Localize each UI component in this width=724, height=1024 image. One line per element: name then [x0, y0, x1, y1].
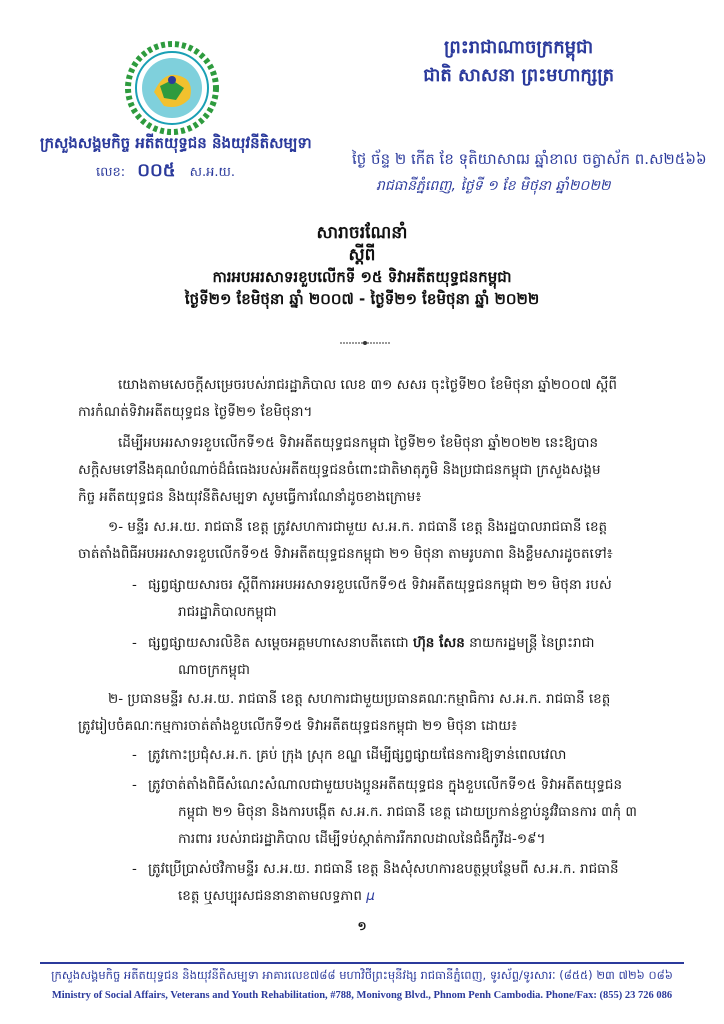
bullet-dash: - — [132, 635, 137, 651]
paragraph-purpose-cont: សក្តិសមទៅនឹងគុណបំណាច់ដ៏ធំធេងរបស់អតីតយុទ្ធជនចំពោះជាតិមាតុភូមិ និងប្រជាជនកម្ពុជា ក្រសួងសង្គម — [78, 462, 601, 478]
ministry-logo — [120, 40, 224, 140]
bullet-text: ត្រូវកោះប្រជុំស.អ.ក. គ្រប់ ក្រុង ស្រុក ខណ្ឌ ដើម្បីផ្សព្វផ្សាយផែនការឱ្យទាន់ពេលវេលា — [148, 747, 567, 763]
letter-label: លេខ: — [96, 165, 126, 180]
bullet-text: ត្រូវចាត់តាំងពិធីសំណេះសំណាលជាមួយបងប្អូនអតីតយុទ្ធជន ក្នុងខួបលើកទី១៥ ទិវាអតីតយុទ្ធជន — [148, 777, 623, 793]
kingdom-name: ព្រះរាជាណាចក្រកម្ពុជា — [444, 37, 594, 58]
bullet-item — [132, 772, 678, 799]
title-subject-label: ស្តីពី — [348, 245, 376, 265]
bullet-item — [132, 572, 678, 599]
title-dates: ថ្ងៃទី២១ ខែមិថុនា ឆ្នាំ ២០០៧ - ថ្ងៃទី២១ ខែមិថុនា ឆ្នាំ ២០២២ — [184, 290, 540, 308]
bullet-dash: - — [132, 747, 137, 763]
footer-khmer: ក្រសួងសង្គមកិច្ច អតីតយុទ្ធជន និងយុវនីតិសម្បទា អាគារលេខ៧៨៨ មហាវិថីព្រះមុនីវង្ស រាជធានីភ្នំពេញ, ទូរស័ព្ទ/ទូរសារៈ (៨៥៥) ២៣ ៧២៦ ០៨៦ — [51, 968, 673, 982]
paragraph-reference-cont: ការកំណត់ទិវាអតីតយុទ្ធជន ថ្ងៃទី២១ ខែមិថុនា។ — [78, 404, 313, 420]
bullet-item — [132, 856, 678, 883]
bullet-item — [132, 742, 678, 769]
date-lunar: ថ្ងៃ ច័ន្ទ ២ កើត ខែ ទុតិយាសាឍ ឆ្នាំខាល ចត្វាស័ក ព.ស២៥៦៦ — [352, 150, 707, 168]
title-divider — [340, 340, 390, 346]
bullet-dash: - — [132, 861, 137, 877]
paragraph-reference: យោងតាមសេចក្តីសម្រេចរបស់រាជរដ្ឋាភិបាល លេខ ៣១ សសរ ចុះថ្ងៃទី២០ ខែមិថុនា ឆ្នាំ២០០៧ ស្តីពី — [118, 377, 617, 393]
bullet-text: ត្រូវប្រើប្រាស់ថវិកាមន្ទីរ ស.អ.យ. រាជធានី ខេត្ត និងសុំសហការឧបត្ថម្ភបន្ថែមពី ស.អ.ក. រាជធានី — [148, 861, 619, 877]
ministry-name: ក្រសួងសង្គមកិច្ច អតីតយុទ្ធជន និងយុវនីតិសម្បទា — [40, 134, 312, 152]
letter-number-value: ០០៥ — [137, 160, 176, 181]
title-subject: ការអបអរសាទរខួបលើកទី ១៥ ទិវាអតីតយុទ្ធជនកម្ពុជា — [212, 268, 512, 286]
letter-suffix: ស.អ.យ. — [189, 165, 236, 180]
instruction-2: ២- ប្រធានមន្ទីរ ស.អ.យ. រាជធានី ខេត្ត សហការជាមួយប្រធានគណៈកម្មាធិការ ស.អ.ក. រាជធានី ខេត្ត — [108, 691, 611, 707]
pm-name: ហ៊ុន សែន — [412, 635, 465, 651]
footer-english: Ministry of Social Affairs, Veterans and Youth Rehabilitation, #788, Monivong Blvd., Phnom Penh Cambodia. Phone/Fax: (855) 23 726 086 — [51, 990, 673, 1001]
letter-number — [96, 158, 235, 185]
bullet-text-tail: នាយករដ្ឋមន្ត្រី នៃព្រះរាជា — [469, 635, 595, 651]
bullet-item — [132, 630, 678, 657]
national-motto: ជាតិ សាសនា ព្រះមហាក្សត្រ — [423, 65, 614, 86]
page-number: ១ — [357, 919, 367, 933]
footer-divider — [40, 962, 684, 964]
kingdom-motto — [423, 34, 614, 90]
doc-type-title: សារាចរណែនាំ — [316, 223, 408, 243]
bullet-item-cont — [178, 883, 678, 910]
bullet-dash: - — [132, 777, 137, 793]
paragraph-purpose-cont2: កិច្ច អតីតយុទ្ធជន និងយុវនីតិសម្បទា សូមធ្វើការណែនាំដូចខាងក្រោម៖ — [78, 489, 422, 505]
bullet-dash: - — [132, 577, 137, 593]
bullet-item-cont: កម្ពុជា ២១ មិថុនា និងការបង្កើត ស.អ.ក. រាជធានី ខេត្ត ដោយប្រកាន់ខ្ជាប់នូវវិធានការ ៣កុំ ៣ — [178, 804, 637, 820]
bullet-item-cont: រាជរដ្ឋាភិបាលកម្ពុជា — [178, 604, 277, 620]
instruction-1: ១- មន្ទីរ ស.អ.យ. រាជធានី ខេត្ត ត្រូវសហការជាមួយ ស.អ.ក. រាជធានី ខេត្ត និងរដ្ឋបាលរាជធានី ខេត្ត — [108, 519, 608, 535]
paragraph-purpose: ដើម្បីអបអរសាទរខួបលើកទី១៥ ទិវាអតីតយុទ្ធជនកម្ពុជា ថ្ងៃទី២១ ខែមិថុនា ឆ្នាំ២០២២ នេះឱ្យបាន — [118, 435, 599, 451]
bullet-text: ខេត្ត ឬសប្បុរសជននានាតាមលទ្ធភាព — [178, 888, 362, 904]
bullet-item-cont: ការពារ របស់រាជរដ្ឋាភិបាល ដើម្បីទប់ស្កាត់ការរីករាលដាលនៃជំងឺកូវីដ-១៩។ — [178, 831, 546, 847]
instruction-1-cont: ចាត់តាំងពិធីអបអរសាទរខួបលើកទី១៥ ទិវាអតីតយុទ្ធជនកម្ពុជា ២១ មិថុនា តាមរូបភាព និងខ្លឹមសារដូចតទៅ៖ — [78, 546, 613, 562]
signature-initial: μ — [366, 888, 375, 904]
bullet-text: ផ្សព្វផ្សាយសារចរ ស្តីពីការអបអរសាទរខួបលើកទី១៥ ទិវាអតីតយុទ្ធជនកម្ពុជា ២១ មិថុនា របស់ — [148, 577, 612, 593]
bullet-text: ផ្សព្វផ្សាយសារលិខិត សម្តេចអគ្គមហាសេនាបតីតេជោ — [148, 635, 409, 651]
bullet-item-cont: ណាចក្រកម្ពុជា — [178, 662, 250, 678]
instruction-2-cont: ត្រូវរៀបចំគណៈកម្មការចាត់តាំងខួបលើកទី១៥ ទិវាអតីតយុទ្ធជនកម្ពុជា ២១ មិថុនា ដោយ៖ — [78, 718, 518, 734]
date-solar: រាជធានីភ្នំពេញ, ថ្ងៃទី ១ ខែ មិថុនា ឆ្នាំ២០២២ — [376, 178, 611, 194]
